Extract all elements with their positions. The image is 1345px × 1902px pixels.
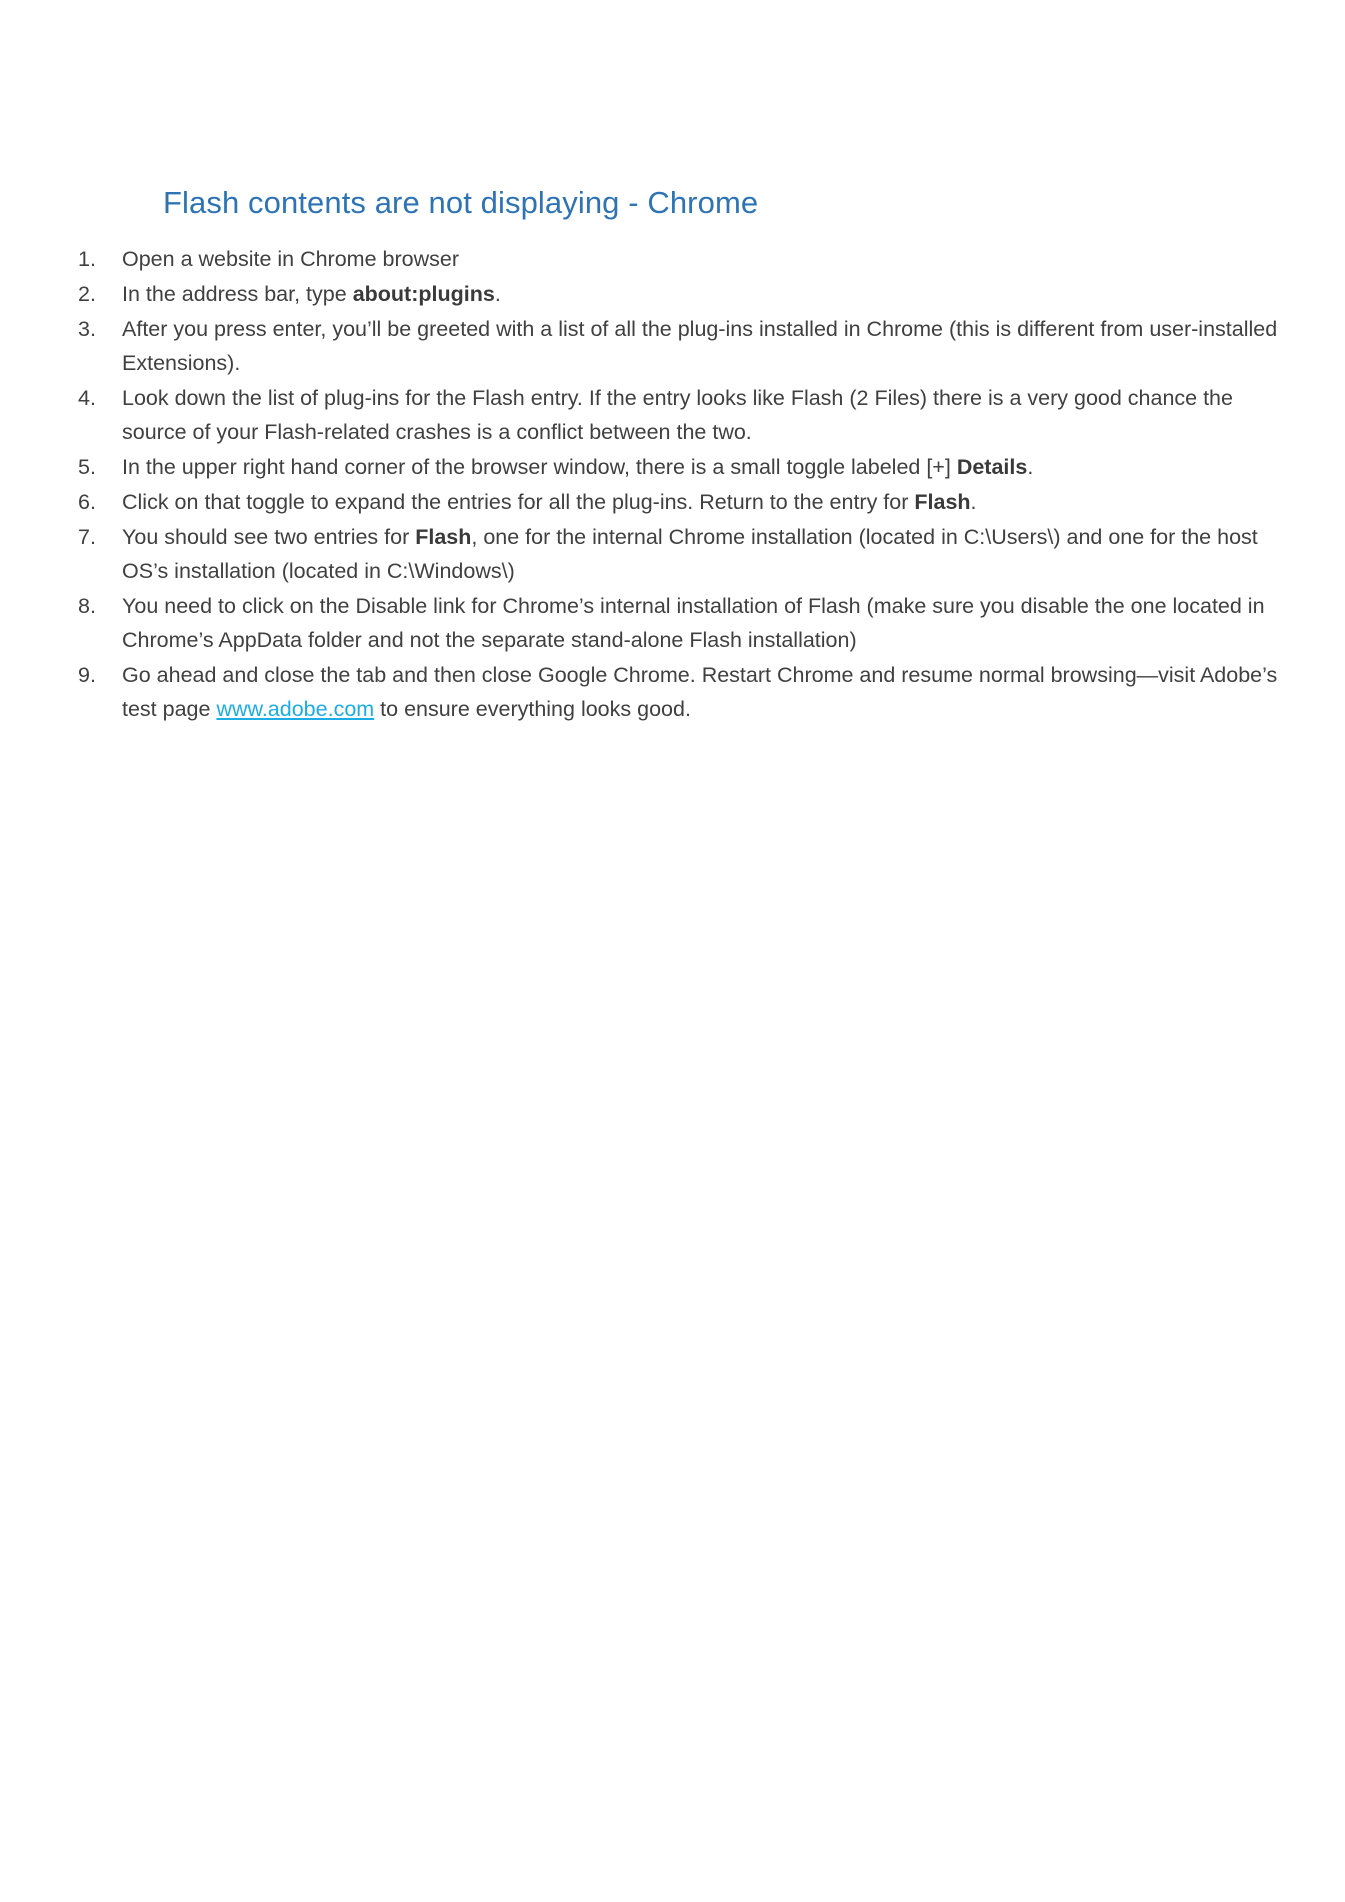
list-item-text bbox=[122, 381, 1278, 449]
list-item-number: 5. bbox=[78, 455, 96, 479]
list-item-number: 9. bbox=[78, 663, 96, 687]
plain-text: Go ahead and close the tab and then close Google Chrome. Restart Chrome and resume normal browsing—visit Adobe’s test page bbox=[122, 663, 1278, 721]
list-item-number: 3. bbox=[78, 317, 96, 341]
list-item bbox=[78, 485, 1278, 519]
plain-text: Look down the list of plug-ins for the Flash entry. If the entry looks like Flash (2 Files) there is a very good chance the source of your Flash-related crashes is a conflict between the two. bbox=[122, 386, 1233, 444]
list-item-text bbox=[122, 485, 1278, 519]
plain-text: In the address bar, type bbox=[122, 282, 353, 306]
list-item bbox=[78, 381, 1278, 449]
plain-text: to ensure everything looks good. bbox=[374, 697, 691, 721]
steps-list bbox=[78, 242, 1278, 727]
plain-text: After you press enter, you’ll be greeted with a list of all the plug-ins installed in Chrome (this is different from user-installed Extensions). bbox=[122, 317, 1278, 375]
list-item-text bbox=[122, 589, 1278, 657]
plain-text: . bbox=[494, 282, 501, 306]
plain-text: Click on that toggle to expand the entries for all the plug-ins. Return to the entry for bbox=[122, 490, 915, 514]
list-item-text bbox=[122, 277, 1278, 311]
plain-text: Open a website in Chrome browser bbox=[122, 247, 459, 271]
emphasis-text: Flash bbox=[415, 525, 472, 549]
list-item bbox=[78, 312, 1278, 380]
list-item-number: 6. bbox=[78, 490, 96, 514]
emphasis-text: about:plugins bbox=[352, 282, 495, 306]
list-item-text bbox=[122, 658, 1278, 726]
list-item-number: 1. bbox=[78, 247, 96, 271]
list-item-number: 8. bbox=[78, 594, 96, 618]
emphasis-text: Flash bbox=[914, 490, 971, 514]
list-item bbox=[78, 450, 1278, 484]
list-item-number: 4. bbox=[78, 386, 96, 410]
list-item-text bbox=[122, 450, 1278, 484]
plain-text: , one for the internal Chrome installation (located in C:\Users\) and one for the host OS’s installation (located in C:\Windows\) bbox=[122, 525, 1258, 583]
emphasis-text: Details bbox=[956, 455, 1028, 479]
list-item bbox=[78, 520, 1278, 588]
list-item bbox=[78, 242, 1278, 276]
plain-text: . bbox=[970, 490, 977, 514]
list-item-text bbox=[122, 520, 1278, 588]
list-item-number: 2. bbox=[78, 282, 96, 306]
page-title: Flash contents are not displaying - Chrome bbox=[163, 184, 759, 220]
plain-text: . bbox=[1027, 455, 1034, 479]
list-item bbox=[78, 589, 1278, 657]
list-item-text bbox=[122, 312, 1278, 380]
plain-text: You should see two entries for bbox=[122, 525, 416, 549]
list-item bbox=[78, 658, 1278, 726]
plain-text: In the upper right hand corner of the browser window, there is a small toggle labeled [+] bbox=[122, 455, 957, 479]
list-item-number: 7. bbox=[78, 525, 96, 549]
plain-text: You need to click on the Disable link for Chrome’s internal installation of Flash (make sure you disable the one located in Chrome’s AppData folder and not the separate stand-alone Flash installation) bbox=[122, 594, 1265, 652]
hyperlink-adobe[interactable]: www.adobe.com bbox=[216, 697, 375, 721]
list-item bbox=[78, 277, 1278, 311]
list-item-text bbox=[122, 242, 1278, 276]
